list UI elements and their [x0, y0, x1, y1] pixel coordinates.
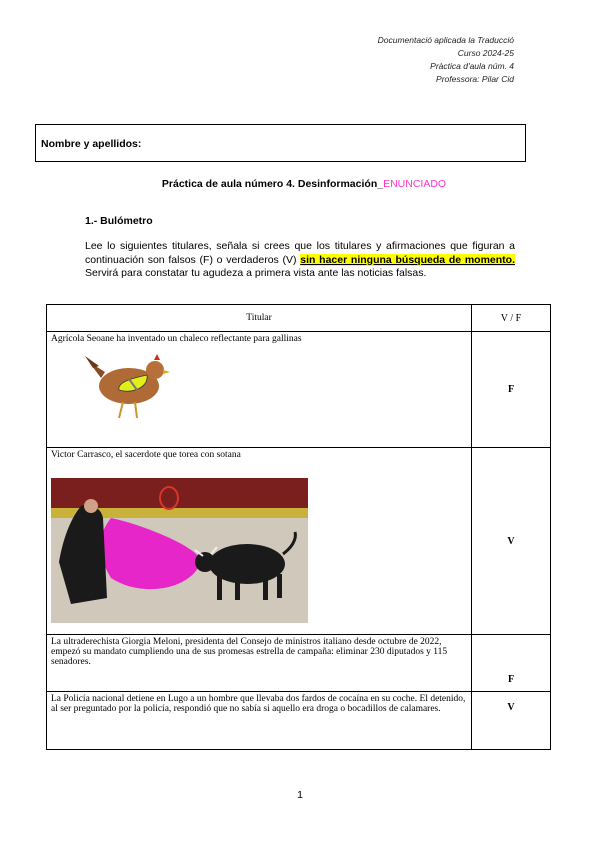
document-header	[378, 34, 514, 86]
table-row	[47, 692, 551, 750]
page-title	[0, 178, 600, 190]
answer-cell[interactable]: F	[472, 635, 551, 692]
headline-cell	[47, 448, 472, 635]
table-row	[47, 332, 551, 448]
intro-text: Lee lo siguientes titulares, señala si crees que los titulares y afirmaciones que figuran a continuación son falsos (F) o verdaderos (V)	[85, 240, 515, 266]
name-label: Nombre y apellidos:	[41, 138, 142, 150]
headline-text: Victor Carrasco, el sacerdote que torea con sotana	[51, 450, 241, 460]
headline-table	[46, 304, 551, 750]
name-field-box[interactable]	[35, 124, 526, 162]
column-header-headline: Titular	[47, 305, 472, 332]
hen-vest-image	[79, 348, 179, 423]
headline-cell	[47, 332, 472, 448]
intro-text-end: Servirá para constatar tu agudeza a primera vista ante las noticias falsas.	[85, 267, 427, 279]
page-number: 1	[297, 789, 303, 801]
headline-text: La Policía nacional detiene en Lugo a un hombre que llevaba dos fardos de cocaína en su coche. El detenido, al ser preguntado por la policía, respondió que no sabía si aquello era droga o bocadillos de calamares.	[47, 692, 472, 750]
priest-bullfight-image	[51, 478, 308, 623]
answer-cell[interactable]: V	[472, 692, 551, 750]
title-suffix: ENUNCIADO	[383, 178, 447, 190]
answer-cell[interactable]: F	[472, 332, 551, 448]
title-main: Práctica de aula número 4. Desinformación_	[161, 178, 384, 190]
header-year: Curso 2024-25	[457, 48, 514, 58]
section-heading: 1.- Bulómetro	[85, 215, 153, 227]
intro-highlight: sin hacer ninguna búsqueda de momento.	[300, 253, 515, 266]
answer-cell[interactable]: V	[472, 448, 551, 635]
table-row	[47, 635, 551, 692]
intro-paragraph	[85, 240, 515, 281]
header-practice: Pràctica d'aula núm. 4	[430, 61, 514, 71]
column-header-vf: V / F	[472, 305, 551, 332]
headline-text: La ultraderechista Giorgia Meloni, presidenta del Consejo de ministros italiano desde octubre de 2022, empezó su mandato cumpliendo una de sus promesas estrella de campaña: eliminar 230 diputados y 115 senadores.	[47, 635, 472, 692]
header-course-title: Documentació aplicada la Traducció	[377, 35, 514, 45]
header-professor: Professora: Pilar Cid	[436, 74, 514, 84]
headline-text: Agrícola Seoane ha inventado un chaleco reflectante para gallinas	[51, 334, 302, 344]
table-row	[47, 448, 551, 635]
